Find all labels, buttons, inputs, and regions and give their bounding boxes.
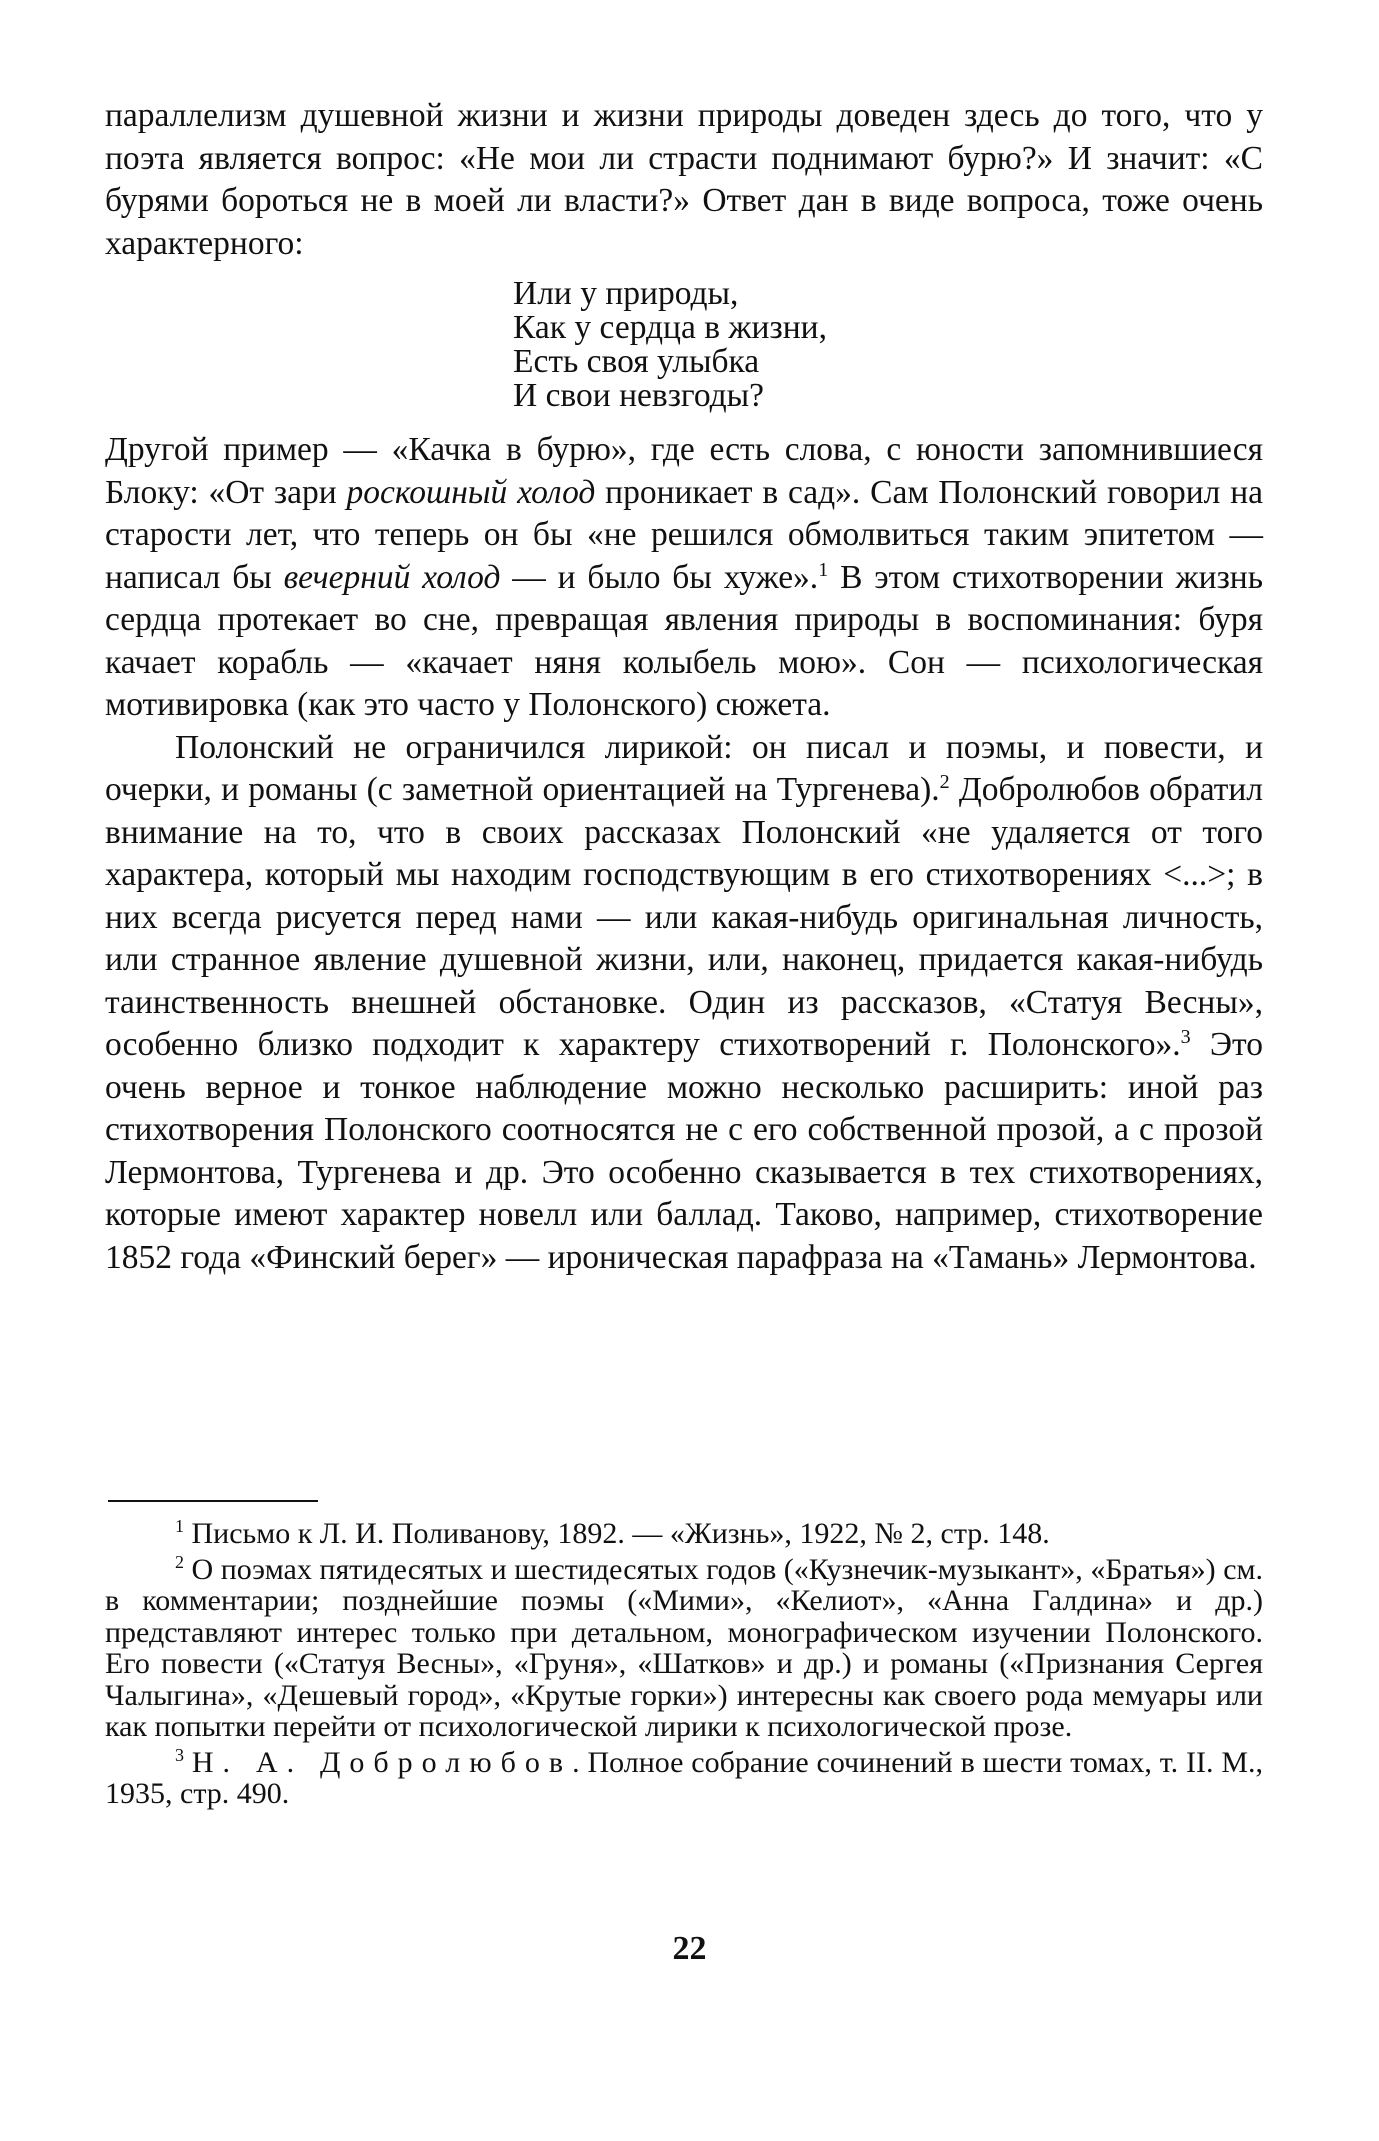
footnote-3 (105, 1744, 1263, 1810)
footnote-text: О поэмах пятидесятых и шестидесятых годов («Кузнечик-музыкант», «Братья») см. в комментарии; позднейшие поэмы («Мими», «Келиот», «Анна Галдина» и др.) представляют интерес только при детальном, монографическом изучении Полонского. Его повести («Статуя Весны», «Груня», «Шатков» и др.) и романы («Признания Сергея Чалыгина», «Дешевый город», «Крутые горки») интересны как своего рода мемуары или как попытки перейти от психологической лирики к психологической прозе. (105, 1552, 1263, 1743)
poem-line: Есть своя улыбка (513, 343, 760, 380)
footnote-ref-3[interactable]: 3 (1180, 1025, 1191, 1048)
poem-line: Как у сердца в жизни, (513, 309, 827, 346)
footnote-mark: 3 (175, 1744, 184, 1765)
footnote-2 (105, 1551, 1263, 1743)
poem-line: Или у природы, (513, 275, 739, 312)
footnote-mark: 2 (175, 1551, 184, 1572)
italic-quote: вечерний холод (283, 558, 501, 596)
footnote-1 (105, 1518, 1263, 1550)
paragraph-3 (105, 727, 1263, 1280)
footnote-ref-2[interactable]: 2 (939, 770, 950, 793)
footnote-text: Письмо к Л. И. Поливанову, 1892. — «Жизнь», 1922, № 2, стр. 148. (184, 1517, 1050, 1550)
poem-line: И свои невзгоды? (513, 377, 765, 414)
footnote-text: . Полное собрание сочинений в шести томах, т. II. М., 1935, стр. 490. (105, 1745, 1263, 1810)
italic-quote: роскошный холод (346, 473, 596, 511)
text-run: проникает в сад». Сам Полонский говорил на старости лет, что теперь он бы «не решился обмолвиться таким эпитетом — написал бы (105, 473, 1263, 596)
text-run: — и было бы хуже». (500, 558, 819, 596)
page-number: 22 (672, 1930, 707, 1967)
footnotes (105, 1518, 1263, 1814)
text-run: Это очень верное и тонкое наблюдение можно несколько расширить: иной раз стихотворения Полонского соотносятся не с его собственной прозой, а с прозой Лермонтова, Тургенева и др. Это особенно сказывается в тех стихотворениях, которые имеют характер новелл или баллад. Таково, например, стихотворение 1852 года «Финский берег» — ироническая парафраза на «Тамань» Лермонтова. (105, 1026, 1263, 1276)
footnote-mark: 1 (175, 1516, 184, 1536)
paragraph-1: параллелизм душевной жизни и жизни природы доведен здесь до того, что у поэта является вопрос: «Не мои ли страсти поднимают бурю?» И значит: «С бурями бороться не в моей ли власти?» Ответ дан в виде вопроса, тоже очень характерного: (105, 97, 1263, 262)
main-text (105, 95, 1263, 1279)
footnote-author: Н. А. Добролюбов (191, 1745, 573, 1779)
text-run: Полонский не ограничился лирикой: он писал и поэмы, и повести, и очерки, и романы (с заметной ориентацией на Тургенева). (105, 728, 1263, 808)
text-run: В этом стихотворении жизнь сердца протекает во сне, превращая явления природы в воспоминания: буря качает корабль — «качает няня колыбель мою». Сон — психологическая мотивировка (как это часто у Полонского) сюжета. (105, 558, 1264, 723)
footnote-divider (108, 1500, 318, 1502)
footnote-ref-1[interactable]: 1 (818, 558, 829, 581)
text-run: Другой пример — «Качка в бурю», где есть слова, с юности запомнившиеся Блоку: «От зари (105, 431, 1263, 511)
paragraph-2 (105, 429, 1263, 727)
poem-quote (513, 277, 1263, 413)
text-run: Добролюбов обратил внимание на то, что в своих рассказах Полонский «не удаляется от того характера, который мы находим господствующим в его стихотворениях <...>; в них всегда рисуется перед нами — или какая-нибудь оригинальная личность, или странное явление душевной жизни, или, наконец, придается какая-нибудь таинственность внешней обстановке. Один из рассказов, «Статуя Весны», особенно близко подходит к характеру стихотворений г. Полонского». (105, 771, 1263, 1063)
